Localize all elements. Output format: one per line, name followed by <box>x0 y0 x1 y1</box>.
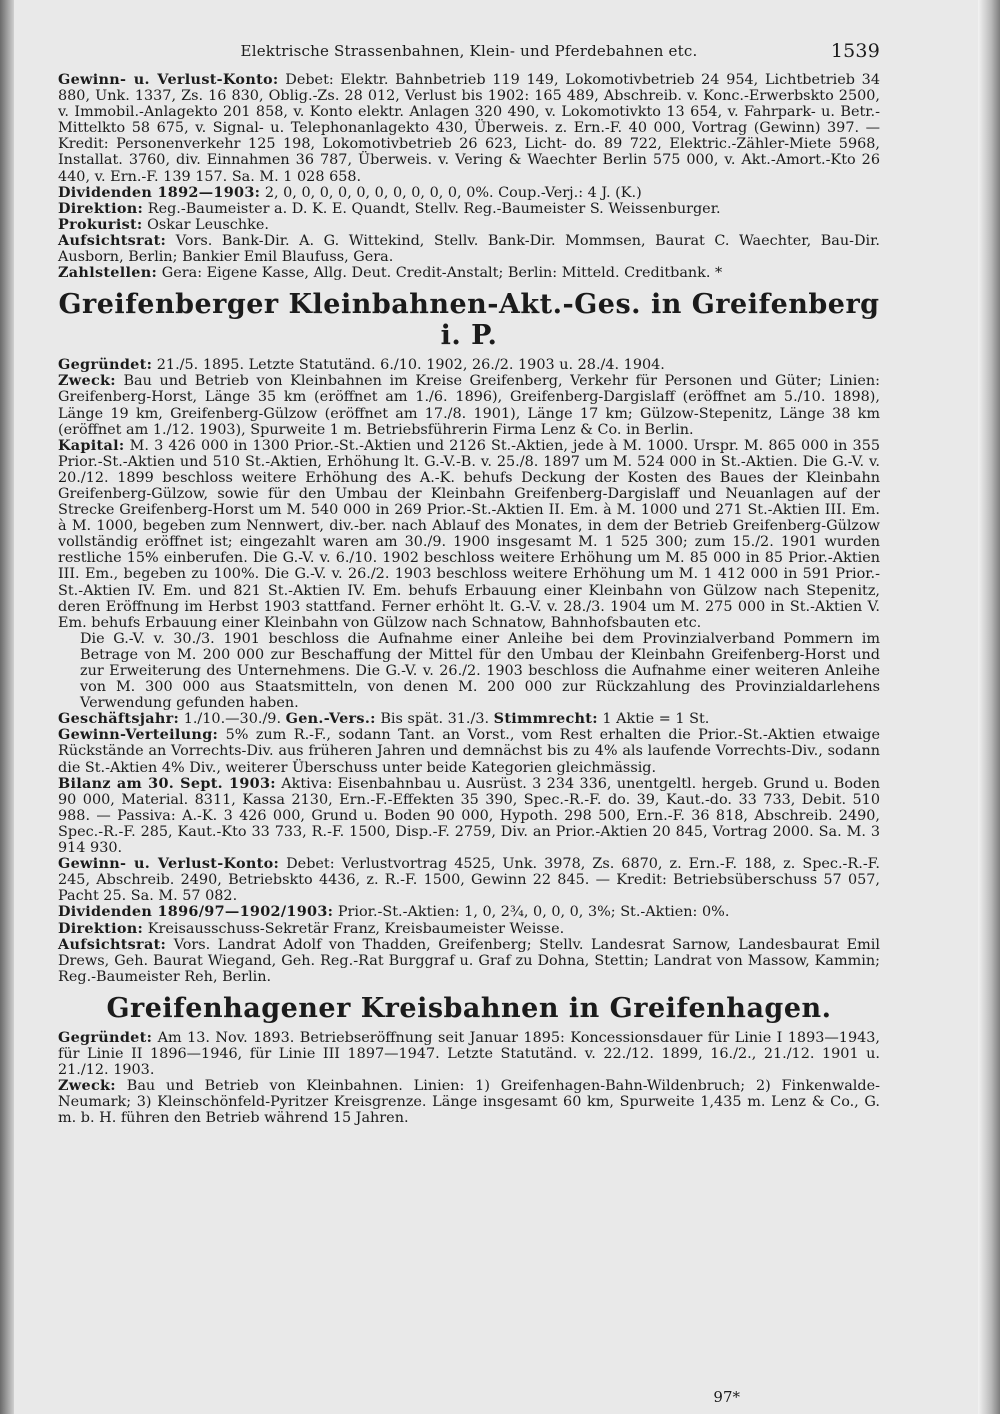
greifenberg-zweck-text: Bau und Betrieb von Kleinbahnen im Kreise Greifenberg, Verkehr für Personen und Güter; Linien: Greifenberg-Horst, Länge 35 km (eröffnet am 1./6. 1896), Greifenberg-Dargislaff (eröffnet am 5./10. 1898), Länge 19 km, Greifenberg-Gülzow (eröffnet am 17./8. 1901), Länge 17 km; Gülzow-Stepenitz, Länge 38 km (eröffnet am 1./12. 1903), Spurweite 1 m. Betriebsführerin Firma Lenz & Co. in Berlin. <box>58 373 881 438</box>
greifenberg-kapital-paragraph <box>58 438 880 631</box>
prev-dividends-text: 2, 0, 0, 0, 0, 0, 0, 0, 0, 0, 0, 0%. Coup.-Verj.: 4 J. (K.) <box>264 184 642 201</box>
prev-zahlstellen-text: Gera: Eigene Kasse, Allg. Deut. Credit-Anstalt; Berlin: Mitteld. Creditbank. * <box>161 265 723 282</box>
prev-prokurist-label: Prokurist: <box>58 215 143 233</box>
greifenberg-direktion-paragraph <box>58 921 880 937</box>
prev-direktion-text: Reg.-Baumeister a. D. K. E. Quandt, Stellv. Reg.-Baumeister S. Weissenburger. <box>147 200 721 217</box>
left-shadow <box>0 0 14 1414</box>
greifenberg-gewinnverteilung-label: Gewinn-Verteilung: <box>58 726 219 744</box>
prev-dividends-label: Dividenden 1892—1903: <box>58 183 261 201</box>
signature-mark: 97* <box>713 1388 740 1406</box>
greifenberg-dividends-text: Prior.-St.-Aktien: 1, 0, 2¾, 0, 0, 0, 3%; St.-Aktien: 0%. <box>337 904 730 921</box>
running-title: Elektrische Strassenbahnen, Klein- und Pferdebahnen etc. <box>240 42 698 60</box>
greifenberg-stimmrecht-label: Stimmrecht: <box>493 710 598 728</box>
greifenhagen-zweck-label: Zweck: <box>58 1077 116 1095</box>
greifenhagen-gegruendet-paragraph <box>58 1030 880 1078</box>
greifenberg-aufsichtsrat-text: Vors. Landrat Adolf von Thadden, Greifenberg; Stellv. Landesrat Sarnow, Landesbaurat Emil Drews, Geh. Baurat Wiegand, Geh. Reg.-Rat Burggraf u. Graf zu Dohna, Stettin; Landrat von Massow, Kammin; Reg.-Baumeister Reh, Berlin. <box>58 936 880 985</box>
prev-gv-paragraph <box>58 72 880 185</box>
page <box>58 40 880 1410</box>
greifenberg-dividends-label: Dividenden 1896/97—1902/1903: <box>58 903 334 921</box>
greifenberg-aufsichtsrat-label: Aufsichtsrat: <box>58 935 167 953</box>
greifenberg-genvers-text: Bis spät. 31./3. <box>380 711 490 728</box>
greifenhagen-gegruendet-label: Gegründet: <box>58 1028 153 1046</box>
prev-gv-label: Gewinn- u. Verlust-Konto: <box>58 71 279 88</box>
greifenberg-zweck-paragraph <box>58 373 880 437</box>
prev-prokurist-text: Oskar Leuschke. <box>147 216 269 233</box>
greifenberg-bilanz-paragraph <box>58 776 880 856</box>
greifenberg-gv-konto-paragraph <box>58 856 880 904</box>
greifenberg-gewinnverteilung-text: 5% zum R.-F., sodann Tant. an Vorst., vom Rest erhalten die Prior.-St.-Aktien etwaige Rückstände an Vorrechts-Div. aus früheren Jahren und demnächst bis zu 4% als laufende Vorrechts-Div., sodann die St.-Aktien 4% Div., weiterer Überschuss unter beide Kategorien gleichmässig. <box>58 727 881 776</box>
prev-direktion-paragraph <box>58 201 880 217</box>
greifenberg-bilanz-label: Bilanz am 30. Sept. 1903: <box>58 774 276 792</box>
prev-dividends-paragraph <box>58 185 880 201</box>
greifenberg-aufsichtsrat-paragraph <box>58 937 880 985</box>
greifenhagen-zweck-paragraph <box>58 1078 880 1126</box>
greifenberg-gv-konto-text: Debet: Verlustvortrag 4525, Unk. 3978, Zs. 6870, z. Ern.-F. 188, z. Spec.-R.-F. 245, Abschreib. 2490, Betriebskto 4436, z. R.-F. 1500, Gewinn 22 845. — Kredit: Betriebsüberschuss 57 057, Pacht 25. Sa. M. 57 082. <box>58 856 881 905</box>
greifenberg-geschaeftsjahr-label: Geschäftsjahr: <box>58 710 180 728</box>
greifenberg-anleihe-paragraph <box>58 631 880 711</box>
greifenberg-gegruendet-label: Gegründet: <box>58 356 153 374</box>
greifenberg-stimmrecht-text: 1 Aktie = 1 St. <box>602 711 710 728</box>
greifenhagen-zweck-text: Bau und Betrieb von Kleinbahnen. Linien: 1) Greifenhagen-Bahn-Wildenbruch; 2) Finkenwalde-Neumark; 3) Kleinschönfeld-Pyritzer Kreisgrenze. Länge insgesamt 60 km, Spurweite 1,435 m. Lenz & Co., G. m. b. H. führen den Betrieb während 15 Jahren. <box>58 1078 881 1127</box>
greifenhagen-gegruendet-text: Am 13. Nov. 1893. Betriebseröffnung seit Januar 1895: Koncessionsdauer für Linie I 1893—1943, für Linie II 1896—1946, für Linie III 1897—1947. Letzte Statutänd. v. 22./12. 1899, 16./2., 21./12. 1901 u. 21./12. 1903. <box>58 1029 880 1079</box>
greifenhagen-section <box>58 993 880 1127</box>
greifenberg-section <box>58 289 880 985</box>
greifenberg-dividends-paragraph <box>58 904 880 920</box>
page-number: 1539 <box>830 40 880 62</box>
greifenberg-gegruendet-paragraph <box>58 357 880 373</box>
greifenhagen-title: Greifenhagener Kreisbahnen in Greifenhagen. <box>106 992 832 1024</box>
greifenberg-kapital-text-2: Die G.-V. v. 30./3. 1901 beschloss die Aufnahme einer Anleihe bei dem Provinzialverband Pommern im Betrage von M. 200 000 zur Beschaffung der Mittel für den Umbau der Kleinbahn Greifenberg-Horst und zur Erweiterung des Unternehmens. Die G.-V. v. 26./2. 1903 beschloss die Aufnahme einer weiteren Anleihe von M. 300 000 aus Staatsmitteln, von denen M. 200 000 zur Rückzahlung des Provinzialdarlehens Verwendung gefunden haben. <box>80 630 880 712</box>
greifenberg-gegruendet-text: 21./5. 1895. Letzte Statutänd. 6./10. 1902, 26./2. 1903 u. 28./4. 1904. <box>156 357 665 374</box>
greifenberg-kapital-label: Kapital: <box>58 436 125 454</box>
greifenberg-genvers-label: Gen.-Vers.: <box>285 710 376 728</box>
greifenberg-geschaeftsjahr-paragraph <box>58 711 880 727</box>
running-header <box>58 40 880 72</box>
prev-prokurist-paragraph <box>58 217 880 233</box>
prev-gv-text: Debet: Elektr. Bahnbetrieb 119 149, Lokomotivbetrieb 24 954, Lichtbetrieb 34 880, Unk. 1337, Zs. 16 830, Oblig.-Zs. 28 012, Verlust bis 1902: 165 489, Abschreib. v. Konc.-Erwerbskto 2500, v. Immobil.-Anlagekto 201 858, v. Konto elektr. Anlagen 320 490, v. Lokomotivkto 13 654, v. Fahrpark- u. Betr.-Mittelkto 58 675, v. Signal- u. Telephonanlagekto 430, Überweis. z. Ern.-F. 40 000, Vortrag (Gewinn) 397. — Kredit: Personenverkehr 125 198, Lokomotivbetrieb 26 623, Licht- do. 89 722, Elektric.-Zähler-Miete 5968, Installat. 3760, div. Einnahmen 36 787, Überweis. v. Vering & Waechter Berlin 575 000, v. Akt.-Amort.-Kto 26 440, v. Ern.-F. 139 157. Sa. M. 1 028 658. <box>58 72 880 185</box>
greifenberg-geschaeftsjahr-text: 1./10.—30./9. <box>183 711 282 728</box>
prev-aufsichtsrat-text: Vors. Bank-Dir. A. G. Wittekind, Stellv. Bank-Dir. Mommsen, Baurat C. Waechter, Bau-Dir. Ausborn, Berlin; Bankier Emil Blaufuss, Gera. <box>58 232 880 266</box>
greifenberg-gewinnverteilung-paragraph <box>58 727 880 775</box>
prev-zahlstellen-label: Zahlstellen: <box>58 264 158 282</box>
greifenberg-direktion-text: Kreisausschuss-Sekretär Franz, Kreisbaumeister Weisse. <box>147 920 565 937</box>
greifenberg-bilanz-text: Aktiva: Eisenbahnbau u. Ausrüst. 3 234 336, unentgeltl. hergeb. Grund u. Boden 90 000, Material. 8311, Kassa 2130, Ern.-F.-Effekten 35 390, Spec.-R.-F. do. 39, Kaut.-do. 33 733, Debit. 510 988. — Passiva: A.-K. 3 426 000, Grund u. Boden 90 000, Hypoth. 298 500, Ern.-F. 36 818, Abschreib. 2490, Spec.-R.-F. 285, Kaut.-Kto 33 733, R.-F. 1500, Disp.-F. 2759, Div. an Prior.-Aktien 20 845, Vortrag 2000. Sa. M. 3 914 930. <box>58 775 880 857</box>
greifenberg-kapital-text-1: M. 3 426 000 in 1300 Prior.-St.-Aktien und 2126 St.-Aktien, jede à M. 1000. Urspr. M. 865 000 in 355 Prior.-St.-Aktien und 510 St.-Aktien, Erhöhung lt. G.-V.-B. v. 25./8. 1897 um M. 524 000 in St.-Aktien. Die G.-V. v. 20./12. 1899 beschloss weitere Erhöhung des A.-K. behufs Deckung der Kosten des Baues der Kleinbahn Greifenberg-Gülzow, sowie für den Umbau der Kleinbahn Greifenberg-Dargislaff und Neuanlagen auf der Strecke Greifenberg-Horst um M. 540 000 in 269 Prior.-St.-Aktien II. Em. à M. 1000 und 271 St.-Aktien III. Em. à M. 1000, begeben zum Nennwert, div.-ber. nach Ablauf des Monates, in dem der Betrieb Greifenberg-Gülzow vollständig eröffnet ist; eingezahlt waren am 30./9. 1900 insgesamt M. 1 525 300; zum 15./2. 1901 wurden restliche 15% einberufen. Die G.-V. v. 6./10. 1902 beschloss weitere Erhöhung um M. 85 000 in 85 Prior.-Aktien III. Em., begeben zu 100%. Die G.-V. v. 26./2. 1903 beschloss weitere Erhöhung um M. 1 412 000 in 591 Prior.-St.-Aktien IV. Em. und 821 St.-Aktien IV. Em. behufs Erbauung einer Kleinbahn von Gülzow nach Stepenitz, deren Eröffnung im Herbst 1903 stattfand. Ferner erhöht lt. G.-V. v. 28./3. 1904 um M. 275 000 in St.-Aktien V. Em. behufs Erbauung einer Kleinbahn von Gülzow nach Schnatow, Bahnhofsbauten etc. <box>58 437 881 631</box>
prev-direktion-label: Direktion: <box>58 199 144 217</box>
prev-zahlstellen-paragraph <box>58 265 880 281</box>
greifenberg-gv-konto-label: Gewinn- u. Verlust-Konto: <box>58 855 280 873</box>
prev-aufsichtsrat-paragraph <box>58 233 880 265</box>
greifenberg-title: Greifenberger Kleinbahnen-Akt.-Ges. in Greifenberg i. P. <box>58 289 880 352</box>
prev-aufsichtsrat-label: Aufsichtsrat: <box>58 231 167 249</box>
greifenberg-direktion-label: Direktion: <box>58 919 144 937</box>
greifenberg-zweck-label: Zweck: <box>58 372 116 390</box>
prev-company-section <box>58 72 880 281</box>
right-page-edge <box>978 0 1000 1414</box>
